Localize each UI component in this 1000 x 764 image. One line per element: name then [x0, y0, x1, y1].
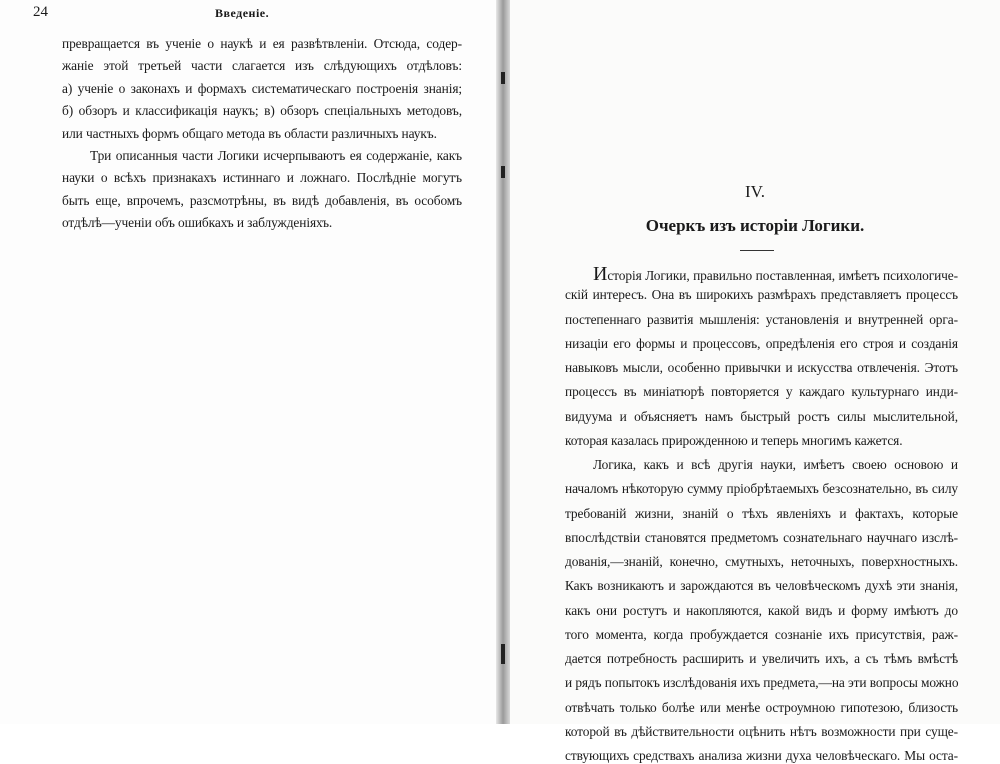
book-gutter: [496, 0, 510, 724]
text-line-content: жаніе этой третьей части слагается изъ слѣдующихъ отдѣловъ:: [62, 58, 462, 74]
text-line-content: превращается въ ученіе о наукѣ и ея развѣтвленіи. Отсюда, содер-: [62, 36, 462, 51]
text-line: [62, 36, 462, 52]
text-line-content: постепеннаго развитія мышленія: установленія и внутренней орга-: [565, 311, 958, 327]
text-line: [62, 170, 462, 186]
text-line: [62, 148, 462, 164]
text-line-content: скій интересъ. Она въ широкихъ размѣрахъ представляетъ процессъ: [565, 287, 958, 303]
chapter-number: IV.: [745, 182, 765, 201]
text-line: [565, 263, 958, 286]
text-line-content: дается потребность расширить и увеличить ихъ, а съ тѣмъ вмѣстѣ: [565, 651, 958, 666]
text-line: [565, 481, 958, 497]
text-line-content: и рядъ попытокъ изслѣдованія ихъ предмета,—на эти вопросы можно: [565, 675, 959, 691]
text-line-content: началомъ нѣкоторую сумму пріобрѣтаемыхъ безсознательно, въ силу: [565, 481, 958, 497]
text-line: [565, 433, 958, 449]
text-line: [565, 287, 958, 303]
text-line: [62, 103, 462, 119]
text-line: [565, 700, 958, 716]
text-line: [62, 215, 462, 231]
text-line: [565, 384, 958, 400]
drop-cap: И: [593, 263, 608, 285]
text-line: [565, 530, 958, 546]
chapter-title: Очеркъ изъ исторіи Логики.: [645, 216, 865, 235]
text-line-content: дованія,—знаній, конечно, смутныхъ, неточныхъ, поверхностныхъ.: [565, 554, 958, 569]
text-line-content: ствующихъ средствахъ анализа жизни духа человѣческаго. Мы оста-: [565, 748, 958, 763]
right-page: [510, 0, 1000, 763]
text-line: [565, 675, 958, 691]
text-line: [565, 603, 958, 619]
text-line-content: отвѣчать только болѣе или менѣе остроумною гипотезою, близость: [565, 699, 958, 715]
scan-mark: [501, 166, 505, 178]
text-line: [565, 360, 958, 376]
text-line-content: процессъ въ миніатюрѣ повторяется у каждаго культурнаго инди-: [565, 384, 958, 400]
text-line-content: Три описанныя части Логики исчерпываютъ ея содержаніе, какъ: [90, 148, 462, 163]
text-line-content: впослѣдствіи становятся предметомъ сознательнаго научнаго изслѣ-: [565, 529, 958, 545]
page-number: 24: [33, 4, 48, 20]
text-line: [565, 506, 958, 522]
text-line: [565, 336, 958, 352]
text-line-content: сторія Логики, правильно поставленная, имѣетъ психологиче-: [607, 268, 958, 283]
text-line-content: видуума и объясняетъ намъ быстрый ростъ силы мыслительной,: [565, 408, 958, 424]
title-rule: [740, 250, 774, 251]
text-line-content: требованій жизни, знаній о тѣхъ явленіяхъ и фактахъ, которые: [565, 505, 958, 521]
text-line: [565, 651, 958, 667]
text-line: [62, 193, 462, 209]
text-line: [565, 627, 958, 643]
scan-mark: [501, 72, 505, 84]
text-line-content: Какъ возникаютъ и зарождаются въ человѣческомъ духѣ эти знанія,: [565, 578, 958, 594]
text-line-content: навыковъ мысли, особенно привычки и искусства отвлеченія. Этотъ: [565, 360, 958, 375]
text-line-content: того момента, когда пробуждается сознаніе ихъ присутствія, раж-: [565, 626, 958, 642]
text-line: [62, 81, 462, 97]
left-page: [0, 0, 496, 724]
text-line: [565, 312, 958, 328]
text-line: [565, 409, 958, 425]
running-head: Введеніе.: [215, 6, 270, 20]
text-line: [62, 126, 462, 142]
text-line-content: низаціи его формы и процессовъ, опредѣленія его строя и созданія: [565, 335, 958, 351]
text-line-content: а) ученіе о законахъ и формахъ систематическаго построенія знанія;: [62, 80, 462, 96]
text-line: [565, 554, 958, 570]
text-line-content: б) обзоръ и классификація наукъ; в) обзоръ спеціальныхъ методовъ,: [62, 103, 462, 119]
text-line-content: какъ они ростутъ и накопляются, какой видъ и форму имѣютъ до: [565, 602, 958, 618]
scan-mark: [501, 644, 505, 664]
text-line: [565, 578, 958, 594]
text-line: [62, 58, 462, 74]
text-line-content: быть еще, впрочемъ, разсмотрѣны, въ видѣ добавленія, въ особомъ: [62, 192, 462, 208]
text-line-content: Логика, какъ и всѣ другія науки, имѣетъ своею основою и: [593, 457, 958, 472]
text-line: [565, 748, 958, 764]
text-line-content: которая казалась прирожденною и теперь многимъ кажется.: [565, 432, 903, 448]
text-line-content: которой въ дѣйствительности оцѣнить нѣтъ возможности при суще-: [565, 723, 958, 739]
text-line: [565, 724, 958, 740]
text-line-content: или частныхъ формъ общаго метода въ области различныхъ наукъ.: [62, 125, 437, 141]
text-line-content: науки о всѣхъ признакахъ истиннаго и ложнаго. Послѣдніе могутъ: [62, 170, 462, 186]
text-line: [565, 457, 958, 473]
text-line-content: отдѣлѣ—ученіи объ ошибкахъ и заблужденіяхъ.: [62, 215, 333, 231]
